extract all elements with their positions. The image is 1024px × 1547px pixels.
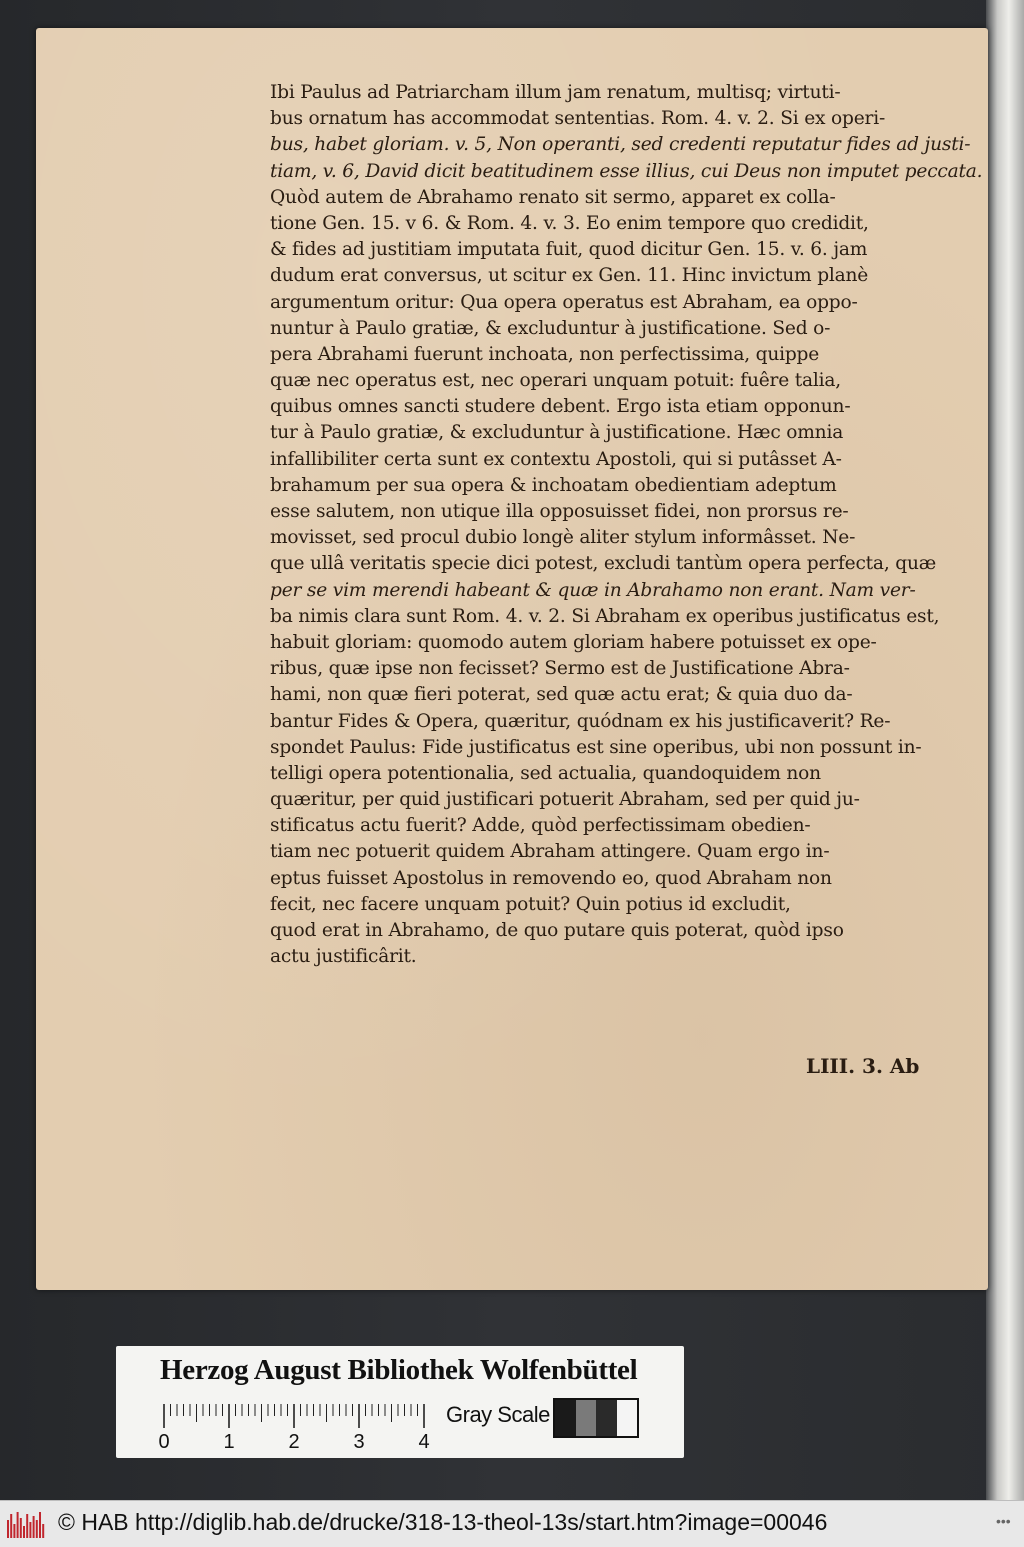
ruler-number: 0 [158,1431,170,1453]
ruler-number: 1 [223,1431,235,1453]
gray-swatch [555,1400,576,1436]
text-line: quæritur, per quid justificari potuerit Abraham, sed per quid ju- [270,789,860,811]
text-line: habuit gloriam: quomodo autem gloriam habere potuisset ex ope- [270,631,877,653]
logo-bar [7,1520,9,1538]
text-line: telligi opera potentionalia, sed actualia, quandoquidem non [270,762,821,784]
logo-bar [39,1512,41,1538]
text-line: tione Gen. 15. v 6. & Rom. 4. v. 3. Eo enim tempore quo credidit, [270,212,869,234]
ruler-number: 2 [288,1431,300,1453]
show-through-text [296,1028,816,1118]
page-text-block [270,80,983,970]
ruler-labels [158,1431,429,1453]
text-line: Ibi Paulus ad Patriarcham illum jam renatum, multisq; virtuti- [270,82,841,103]
logo-bar [23,1526,25,1538]
ruler-number: 3 [353,1431,365,1453]
ruler-scale [158,1402,430,1453]
text-line: fecit, nec facere unquam potuit? Quin potius id excludit, [270,893,791,915]
text-line: ba nimis clara sunt Rom. 4. v. 2. Si Abraham ex operibus justificatus est, [270,605,940,627]
text-line: per se vim merendi habeant & quæ in Abrahamo non erant. Nam ver- [270,579,916,601]
logo-bar [26,1514,28,1538]
logo-bar [36,1520,38,1538]
text-line: quæ nec operatus est, nec operari unquam potuit: fuêre talia, [270,370,842,392]
text-line: spondet Paulus: Fide justificatus est sine operibus, ubi non possunt in- [270,736,922,758]
gray-swatch [617,1400,638,1436]
text-line: eptus fuisset Apostolus in removendo eo, quod Abraham non [270,867,832,889]
text-line: esse salutem, non utique illa opposuisset fidei, non prorsus re- [270,501,849,522]
gray-scale-swatches [553,1398,639,1438]
logo-bar [33,1516,35,1538]
text-line: tur à Paulo gratiæ, & excluduntur à justificatione. Hæc omnia [270,422,844,444]
logo-bar [13,1524,15,1538]
text-line: nuntur à Paulo gratiæ, & excluduntur à justificatione. Sed o- [270,317,831,339]
text-line: tiam nec potuerit quidem Abraham attingere. Quam ergo in- [270,841,830,863]
text-line: argumentum oritur: Qua opera operatus est Abraham, ea oppo- [270,291,858,313]
catchword: LIII. 3. Ab [806,1054,920,1078]
text-line: & fides ad justitiam imputata fuit, quod dicitur Gen. 15. v. 6. jam [270,239,868,261]
text-line: hami, non quæ fieri poterat, sed quæ actu erat; & quia duo da- [270,684,853,706]
text-line: Quòd autem de Abrahamo renato sit sermo, apparet ex colla- [270,186,836,208]
logo-bar [10,1514,12,1538]
text-line: infallibiliter certa sunt ex contextu Apostoli, qui si putâsset A- [270,448,842,470]
text-line: movisset, sed procul dubio longè aliter stylum informâsset. Ne- [270,527,856,549]
text-line: quibus omnes sancti studere debent. Ergo ista etiam opponun- [270,396,851,418]
gray-swatch [596,1400,617,1436]
text-line: tiam, v. 6, David dicit beatitudinem esse illius, cui Deus non imputet peccata. [270,160,983,182]
text-line: ribus, quæ ipse non fecisset? Sermo est de Justificatione Abra- [270,658,850,680]
text-line: bantur Fides & Opera, quæritur, quódnam ex his justificaverit? Re- [270,710,891,732]
hab-logo-icon [6,1510,46,1538]
gray-scale-label: Gray Scale [446,1402,550,1427]
text-line: que ullâ veritatis specie dici potest, excludi tantùm opera perfecta, quæ [270,553,936,575]
footer-url-text[interactable]: © HAB http://diglib.hab.de/drucke/318-13-theol-13s/start.htm?image=00046 [58,1509,828,1535]
ruler-number: 4 [418,1431,430,1453]
text-line: brahamum per sua opera & inchoatam obedientiam adeptum [270,474,837,496]
library-name: Herzog August Bibliothek Wolfenbüttel [160,1354,638,1386]
gray-swatch [576,1400,597,1436]
text-line: stificatus actu fuerit? Adde, quòd perfectissimam obedien- [270,815,811,837]
text-line: bus, habet gloriam. v. 5, Non operanti, sed credenti reputatur fides ad justi- [270,134,971,156]
logo-bar [17,1512,19,1538]
footer-bar [0,1500,1024,1547]
text-line: dudum erat conversus, ut scitur ex Gen. 11. Hinc invictum planè [270,265,869,287]
logo-bar [20,1518,22,1538]
more-options-icon[interactable]: ••• [996,1513,1011,1529]
text-line: quod erat in Abrahamo, de quo putare quis poterat, quòd ipso [270,920,844,941]
text-line: actu justificârit. [270,946,417,968]
logo-bar [42,1524,44,1538]
text-line: bus ornatum has accommodat sententias. Rom. 4. v. 2. Si ex operi- [270,108,886,130]
logo-bar [29,1522,31,1538]
book-spine-edge [986,0,1024,1500]
text-line: pera Abrahami fuerunt inchoata, non perfectissima, quippe [270,343,820,365]
color-target-card [116,1346,684,1458]
ruler-ticks [164,1404,424,1428]
